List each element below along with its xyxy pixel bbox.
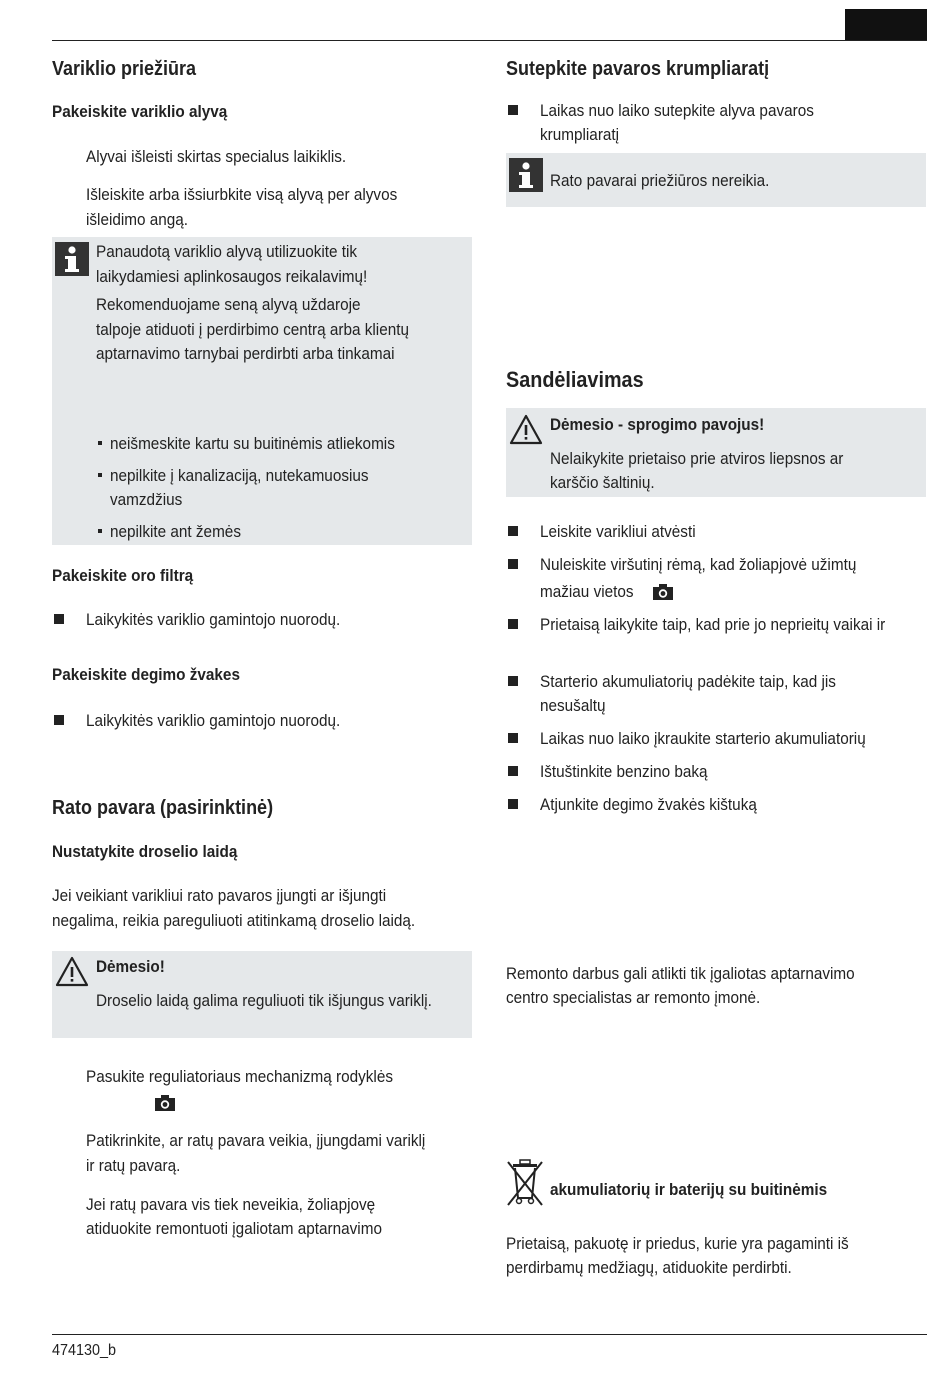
footer-document-code: 474130_b: [52, 1342, 117, 1359]
list-item-storage: nesušaltų: [540, 696, 606, 715]
bullet-square: [54, 614, 64, 624]
warning-title: Dėmesio!: [96, 957, 165, 976]
bullet-dot: [98, 529, 102, 533]
info-text-line: talpoje atiduoti į perdirbimo centrą arba klientų: [96, 320, 409, 339]
info-bullet-item: nepilkite ant žemės: [110, 522, 241, 541]
bullet-square: [508, 526, 518, 536]
section-title-storage: Sandėliavimas: [506, 367, 644, 392]
paragraph-drain-oil-2: išleidimo angą.: [86, 210, 189, 229]
camera-icon: [653, 584, 673, 600]
subsection-title-spark-plugs: Pakeiskite degimo žvakes: [52, 665, 240, 684]
list-item-storage: Laikas nuo laiko įkraukite starterio akumuliatorių: [540, 729, 866, 748]
bullet-square: [508, 676, 518, 686]
bullet-square: [508, 799, 518, 809]
bullet-square: [508, 559, 518, 569]
paragraph-repair-1: Remonto darbus gali atlikti tik įgaliotas aptarnavimo: [506, 964, 855, 983]
info-text-line: Rekomenduojame seną alyvą uždaroje: [96, 295, 361, 314]
footer-rule: [52, 1334, 927, 1335]
list-item-storage: Prietaisą laikykite taip, kad prie jo neprieitų vaikai ir: [540, 615, 886, 634]
list-item-storage: Ištuštinkite benzino baką: [540, 762, 708, 781]
header-tab: [845, 9, 927, 41]
bullet-square: [508, 619, 518, 629]
info-text-line: aptarnavimo tarnybai perdirbti arba tinkamai: [96, 344, 395, 363]
paragraph-oil-holder: Alyvai išleisti skirtas specialus laikiklis.: [86, 147, 347, 166]
section-title-engine-maintenance: Variklio priežiūra: [52, 58, 197, 80]
info-icon: [509, 158, 543, 192]
section-title-wheel-drive: Rato pavara (pasirinktinė): [52, 797, 274, 819]
camera-icon: [155, 1095, 175, 1111]
bin-notice-text: akumuliatorių ir baterijų su buitinėmis: [550, 1180, 828, 1199]
bullet-square: [508, 105, 518, 115]
bullet-square: [508, 766, 518, 776]
paragraph-check-drive-1: Patikrinkite, ar ratų pavara veikia, įjungdami variklį: [86, 1131, 426, 1150]
info-text-line: laikydamiesi aplinkosaugos reikalavimų!: [96, 267, 368, 286]
crossed-bin-icon: [505, 1158, 545, 1208]
warning-title: Dėmesio - sprogimo pavojus!: [550, 415, 765, 434]
warning-icon: [55, 956, 89, 988]
list-item-storage: Atjunkite degimo žvakės kištuką: [540, 795, 757, 814]
subsection-title-change-oil: Pakeiskite variklio alyvą: [52, 102, 228, 121]
paragraph-turn-regulator: Pasukite reguliatoriaus mechanizmą rodyklės: [86, 1067, 393, 1086]
warning-text-line: karščio šaltinių.: [550, 473, 655, 492]
paragraph-service-1: Jei ratų pavara vis tiek neveikia, žoliapjovę: [86, 1195, 376, 1214]
info-bullet-item: nepilkite į kanalizaciją, nutekamuosius: [110, 466, 369, 485]
list-item-storage: mažiau vietos: [540, 582, 634, 601]
subsection-title-air-filter: Pakeiskite oro filtrą: [52, 566, 194, 585]
paragraph-drain-oil-1: Išleiskite arba išsiurbkite visą alyvą per alyvos: [86, 185, 398, 204]
paragraph-throttle-1: Jei veikiant varikliui rato pavaros įjungti ar išjungti: [52, 886, 387, 905]
bullet-square: [508, 733, 518, 743]
info-text-line: Panaudotą variklio alyvą utilizuokite tik: [96, 242, 358, 261]
list-item-lubricate-2: krumpliaratį: [540, 125, 620, 144]
paragraph-recycle-1: Prietaisą, pakuotę ir priedus, kurie yra pagaminti iš: [506, 1234, 849, 1253]
subsection-title-throttle-cable: Nustatykite droselio laidą: [52, 842, 238, 861]
bullet-dot: [98, 441, 102, 445]
list-item-storage: Starterio akumuliatorių padėkite taip, kad jis: [540, 672, 836, 691]
paragraph-service-2: atiduokite remontuoti įgaliotam aptarnavimo: [86, 1219, 382, 1238]
warning-text-line: Nelaikykite prietaiso prie atviros liepsnos ar: [550, 449, 844, 468]
list-item-spark-plugs: Laikykitės variklio gamintojo nuorodų.: [86, 711, 341, 730]
info-text: Rato pavarai priežiūros nereikia.: [550, 171, 770, 190]
header-rule: [52, 40, 927, 41]
info-icon: [55, 242, 89, 276]
paragraph-check-drive-2: ir ratų pavarą.: [86, 1156, 181, 1175]
list-item-air-filter: Laikykitės variklio gamintojo nuorodų.: [86, 610, 341, 629]
bullet-dot: [98, 473, 102, 477]
section-title-lubricate-gear: Sutepkite pavaros krumpliaratį: [506, 58, 770, 80]
paragraph-repair-2: centro specialistas ar remonto įmonė.: [506, 988, 761, 1007]
info-bullet-item: neišmeskite kartu su buitinėmis atliekomis: [110, 434, 395, 453]
list-item-storage: Leiskite varikliui atvėsti: [540, 522, 696, 541]
bullet-square: [54, 715, 64, 725]
info-bullet-item: vamzdžius: [110, 490, 183, 509]
paragraph-throttle-2: negalima, reikia pareguliuoti atitinkamą droselio laidą.: [52, 911, 416, 930]
list-item-lubricate-1: Laikas nuo laiko sutepkite alyva pavaros: [540, 101, 814, 120]
paragraph-recycle-2: perdirbamų medžiagų, atiduokite perdirbti.: [506, 1258, 792, 1277]
warning-icon: [509, 414, 543, 446]
list-item-storage: Nuleiskite viršutinį rėmą, kad žoliapjovė užimtų: [540, 555, 857, 574]
warning-text: Droselio laidą galima reguliuoti tik išjungus variklį.: [96, 991, 432, 1010]
